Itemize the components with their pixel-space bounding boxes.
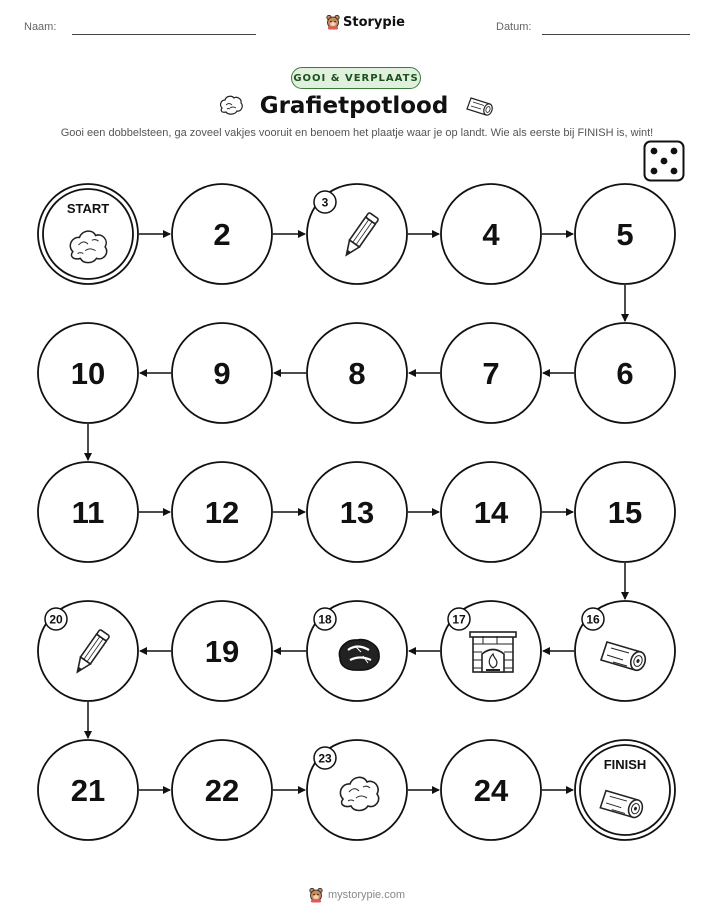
footer-url[interactable]: mystorypie.com xyxy=(327,889,406,901)
board-space-2 xyxy=(172,184,272,284)
space-number: 14 xyxy=(473,495,509,530)
space-number: 17 xyxy=(452,612,466,627)
space-number: 12 xyxy=(204,495,240,530)
space-number: 4 xyxy=(482,217,500,252)
name-label: Naam: xyxy=(24,21,57,33)
board-space-7 xyxy=(441,323,541,423)
space-number: 8 xyxy=(348,356,366,391)
footer xyxy=(0,887,714,903)
board-space-4 xyxy=(441,184,541,284)
board-space-3 xyxy=(307,184,407,284)
space-circle xyxy=(575,740,675,840)
space-label: FINISH xyxy=(603,757,647,772)
board-space-23 xyxy=(307,740,407,840)
space-number: 18 xyxy=(318,612,332,627)
space-number: 5 xyxy=(616,217,634,252)
space-number: 7 xyxy=(482,356,500,391)
board-space-10 xyxy=(38,323,138,423)
instructions-text: Gooi een dobbelsteen, ga zoveel vakjes vooruit en benoem het plaatje waar je op landt. Wie als eerste bij FINISH is, wint! xyxy=(60,127,654,139)
space-number: 2 xyxy=(213,217,231,252)
board-space-20 xyxy=(38,601,138,701)
board-space-6 xyxy=(575,323,675,423)
finish-space xyxy=(575,740,675,840)
game-type-badge: GOOI & VERPLAATS xyxy=(291,67,421,89)
board-space-15 xyxy=(575,462,675,562)
space-number: 3 xyxy=(321,195,329,210)
board-space-8 xyxy=(307,323,407,423)
board-space-18 xyxy=(307,601,407,701)
board-space-13 xyxy=(307,462,407,562)
board-space-11 xyxy=(38,462,138,562)
fireplace-icon xyxy=(470,632,516,672)
space-number: 11 xyxy=(71,495,105,530)
board-space-5 xyxy=(575,184,675,284)
date-label: Datum: xyxy=(496,21,532,33)
bear-mascot-icon xyxy=(309,887,323,903)
space-number: 15 xyxy=(607,495,643,530)
space-number: 20 xyxy=(49,612,63,627)
board-space-24 xyxy=(441,740,541,840)
space-number: 22 xyxy=(204,773,240,808)
title-text: Grafietpotlood xyxy=(259,93,449,119)
space-number: 23 xyxy=(318,751,332,766)
board-space-9 xyxy=(172,323,272,423)
start-space xyxy=(38,184,138,284)
space-number: 13 xyxy=(339,495,375,530)
board-space-17 xyxy=(441,601,541,701)
space-number: 9 xyxy=(213,356,231,391)
board-space-21 xyxy=(38,740,138,840)
board-space-22 xyxy=(172,740,272,840)
space-number: 10 xyxy=(70,356,106,391)
space-number: 6 xyxy=(616,356,634,391)
board-space-14 xyxy=(441,462,541,562)
space-number: 21 xyxy=(70,773,106,808)
brand-name: Storypie xyxy=(343,14,405,30)
space-number: 19 xyxy=(204,634,240,669)
board-space-19 xyxy=(172,601,272,701)
coal-icon xyxy=(339,640,379,670)
space-number: 24 xyxy=(473,773,509,808)
space-number: 16 xyxy=(586,612,600,627)
space-label: START xyxy=(66,201,110,216)
board-space-16 xyxy=(575,601,675,701)
board-space-12 xyxy=(172,462,272,562)
